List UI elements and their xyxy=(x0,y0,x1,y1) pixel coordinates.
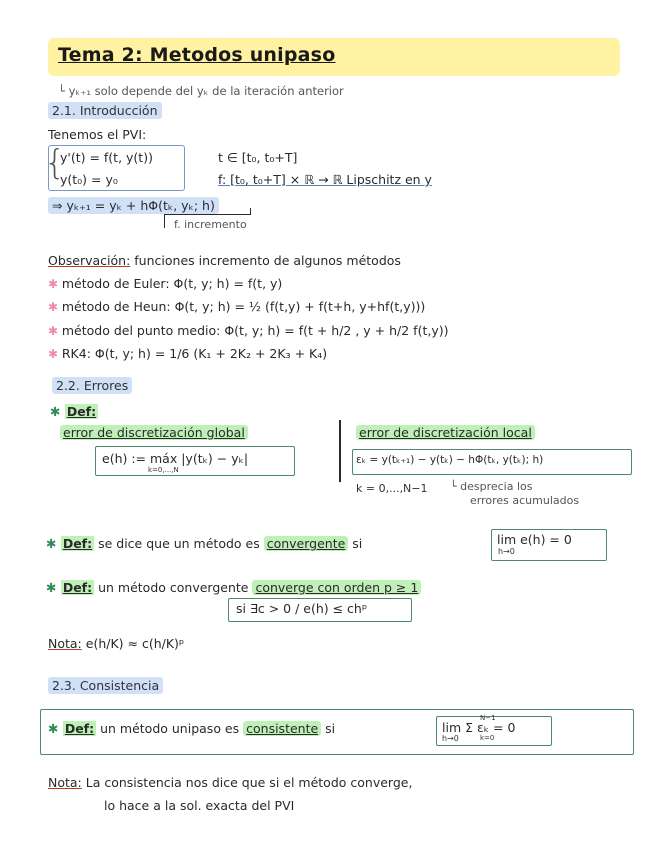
pvi-brace: { xyxy=(44,143,66,183)
nota-2-line-1: Nota: La consistencia nos dice que si el método converge, xyxy=(48,775,413,790)
def-convergente: ✱ Def: se dice que un método es convergente si xyxy=(46,536,363,551)
bracket-line xyxy=(164,214,250,215)
section-2-2-heading: 2.2. Errores xyxy=(52,378,132,393)
observacion: Observación: funciones incremento de algunos métodos xyxy=(48,253,401,268)
def-orden: ✱ Def: un método convergente converge con orden p ≥ 1 xyxy=(46,580,421,595)
intro-note: └ yₖ₊₁ solo depende del yₖ de la iteración anterior xyxy=(58,84,344,98)
def-consistente: ✱ Def: un método unipaso es consistente si xyxy=(48,721,336,736)
method-heun: ✱ método de Heun: Φ(t, y; h) = ½ (f(t,y) + f(t+h, y+hf(t,y))) xyxy=(48,299,426,314)
pvi-f-def: f: [t₀, t₀+T] × ℝ → ℝ Lipschitz en y xyxy=(218,172,432,187)
order-formula: si ∃c > 0 / e(h) ≤ chᵖ xyxy=(236,601,368,616)
conv-formula: lim e(h) = 0 xyxy=(497,532,572,547)
pvi-line-2: y(t₀) = y₀ xyxy=(60,172,118,187)
err-local-k: k = 0,...,N−1 xyxy=(356,482,428,495)
err-global-title: error de discretización global xyxy=(60,425,248,440)
cons-formula: lim Σ εₖ = 0 xyxy=(442,720,516,735)
page-title: Tema 2: Metodos unipaso xyxy=(58,44,336,66)
method-euler: ✱ método de Euler: Φ(t, y; h) = f(t, y) xyxy=(48,276,283,291)
errors-divider xyxy=(339,420,341,482)
err-local-title: error de discretización local xyxy=(356,425,535,440)
err-global-formula: e(h) := máx |y(tₖ) − yₖ| xyxy=(102,451,249,466)
cons-sum-bot: k=0 xyxy=(480,734,495,742)
tenemos-text: Tenemos el PVI: xyxy=(48,127,147,142)
conv-sub: h→0 xyxy=(498,547,515,556)
section-2-3-heading: 2.3. Consistencia xyxy=(48,678,163,693)
method-rk4: ✱ RK4: Φ(t, y; h) = 1/6 (K₁ + 2K₂ + 2K₃ + K₄) xyxy=(48,346,328,361)
nota-2-line-2: lo hace a la sol. exacta del PVI xyxy=(104,798,295,813)
incremento-label: f. incremento xyxy=(174,218,247,231)
err-global-sub: k=0,...,N xyxy=(148,466,179,474)
pvi-t-domain: t ∈ [t₀, t₀+T] xyxy=(218,150,298,165)
pvi-line-1: y'(t) = f(t, y(t)) xyxy=(60,150,153,165)
bracket-right xyxy=(250,208,251,215)
section-2-1-heading xyxy=(48,103,162,118)
err-local-formula: εₖ = y(tₖ₊₁) − y(tₖ) − hΦ(tₖ, y(tₖ); h) xyxy=(356,454,544,466)
err-local-note-1: └ desprecia los xyxy=(450,480,533,493)
def-errores: ✱ Def: xyxy=(50,404,97,419)
iteration-formula: ⇒ yₖ₊₁ = yₖ + hΦ(tₖ, yₖ; h) xyxy=(48,198,219,213)
bracket-left xyxy=(164,214,165,228)
nota-1: Nota: e(h/K) ≈ c(h/K)ᵖ xyxy=(48,636,185,651)
method-punto-medio: ✱ método del punto medio: Φ(t, y; h) = f(t + h/2 , y + h/2 f(t,y)) xyxy=(48,323,449,338)
cons-sum-top: N−1 xyxy=(480,714,496,722)
cons-sub: h→0 xyxy=(442,734,459,743)
section-2-1-label: 2.1. Introducción xyxy=(48,102,162,119)
err-local-note-2: errores acumulados xyxy=(470,494,580,507)
